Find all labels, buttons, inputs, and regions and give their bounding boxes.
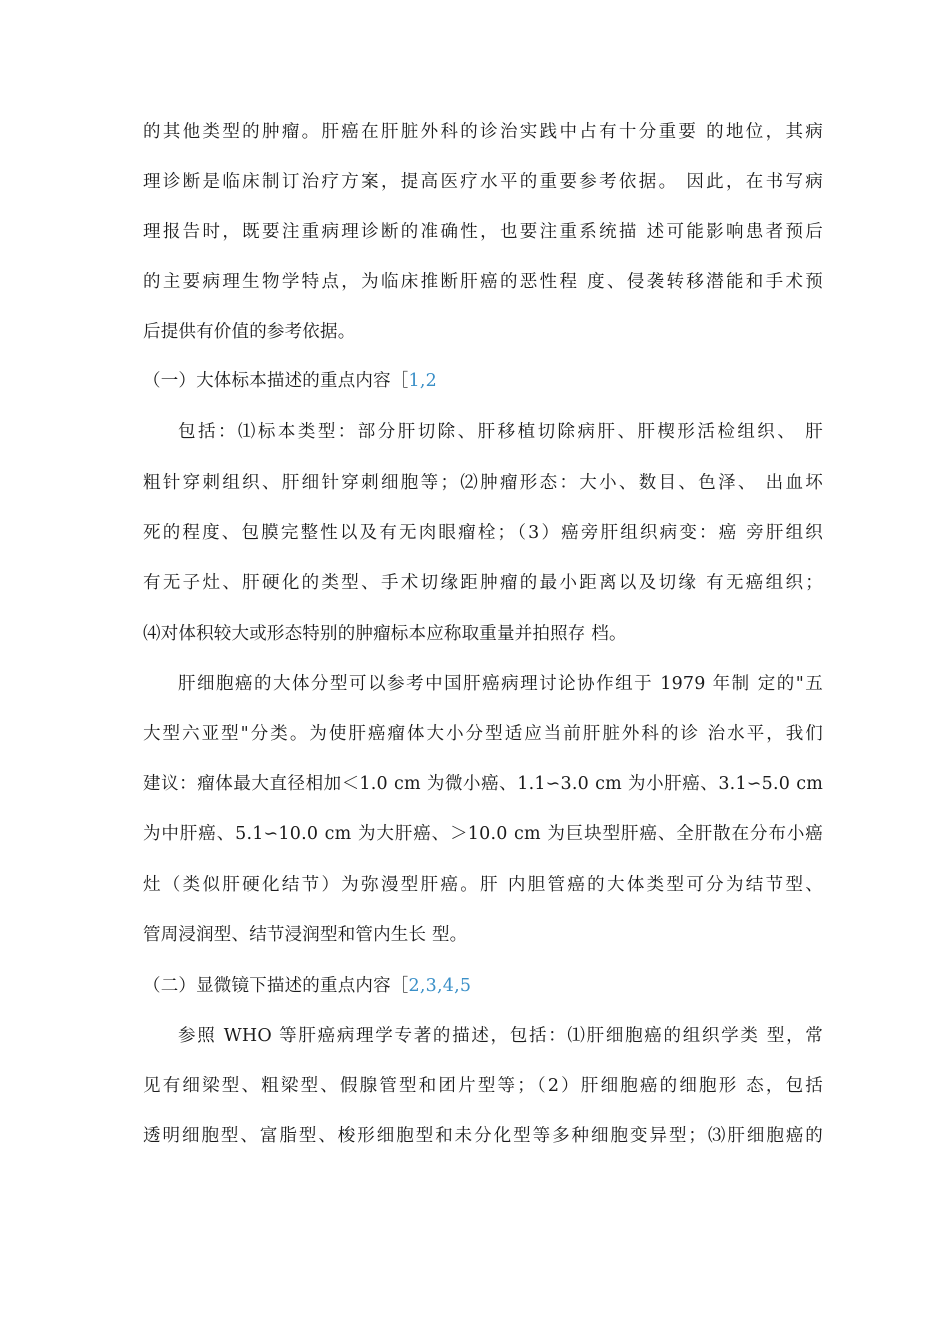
paragraph-1-line-4: 的主要病理生物学特点，为临床推断肝癌的恶性程 度、侵袭转移潜能和手术预 xyxy=(143,272,823,292)
citation-separator: , xyxy=(436,976,443,996)
paragraph-4-line-2: 见有细梁型、粗梁型、假腺管型和团片型等；（2）肝细胞癌的细胞形 态，包括 xyxy=(143,1076,823,1096)
paragraph-3-line-6: 管周浸润型、结节浸润型和管内生长 型。 xyxy=(143,925,468,945)
citation-link-2[interactable]: 2 xyxy=(408,976,420,996)
paragraph-2-line-3: 死的程度、包膜完整性以及有无肉眼瘤栓；（3）癌旁肝组织病变：癌 旁肝组织 xyxy=(143,523,823,543)
paragraph-4-line-3: 透明细胞型、富脂型、梭形细胞型和未分化型等多种细胞变异型；⑶肝细胞癌的 xyxy=(143,1126,823,1146)
paragraph-3-line-4: 为中肝癌、5.1∽10.0 cm 为大肝癌、＞10.0 cm 为巨块型肝癌、全肝散在分布小癌 xyxy=(143,824,823,844)
paragraph-2-line-4: 有无子灶、肝硬化的类型、手术切缘距肿瘤的最小距离以及切缘 有无癌组织； xyxy=(143,573,823,593)
paragraph-2-line-5: ⑷对体积较大或形态特别的肿瘤标本应称取重量并拍照存 档。 xyxy=(143,624,627,644)
section-heading-1 xyxy=(143,369,823,393)
paragraph-1-line-1: 的其他类型的肿瘤。肝癌在肝脏外科的诊治实践中占有十分重要 的地位，其病 xyxy=(143,122,823,142)
paragraph-1-line-5: 后提供有价值的参考依据。 xyxy=(143,322,356,342)
paragraph-3-line-1: 肝细胞癌的大体分型可以参考中国肝癌病理讨论协作组于 1979 年制 定的"五 xyxy=(178,674,823,694)
paragraph-4-line-1: 参照 WHO 等肝癌病理学专著的描述，包括：⑴肝细胞癌的组织学类 型，常 xyxy=(178,1026,823,1046)
section-heading-2 xyxy=(143,974,823,998)
citation-separator: , xyxy=(419,371,426,391)
paragraph-3-line-3: 建议：瘤体最大直径相加＜1.0 cm 为微小癌、1.1∽3.0 cm 为小肝癌、3.1∽5.0 cm xyxy=(143,774,823,794)
paragraph-1-line-2: 理诊断是临床制订治疗方案，提高医疗水平的重要参考依据。 因此，在书写病 xyxy=(143,172,823,192)
citation-link-3[interactable]: 3 xyxy=(425,976,437,996)
citation-link-4[interactable]: 4 xyxy=(442,976,455,996)
citation-link-1[interactable]: 1 xyxy=(408,371,420,391)
section-heading-2-text: （二）显微镜下描述的重点内容［ xyxy=(143,976,409,996)
section-heading-1-text: （一）大体标本描述的重点内容［ xyxy=(143,371,409,391)
citation-separator: , xyxy=(454,976,460,996)
paragraph-2-line-2: 粗针穿刺组织、肝细针穿刺细胞等；⑵肿瘤形态：大小、数目、色泽、 出血坏 xyxy=(143,473,823,493)
citation-link-5[interactable]: 5 xyxy=(459,976,472,996)
paragraph-3-line-2: 大型六亚型"分类。为使肝癌瘤体大小分型适应当前肝脏外科的诊 治水平，我们 xyxy=(143,724,823,744)
citation-separator: , xyxy=(419,976,426,996)
paragraph-1-line-3: 理报告时，既要注重病理诊断的准确性，也要注重系统描 述可能影响患者预后 xyxy=(143,222,823,242)
paragraph-3-line-5: 灶（类似肝硬化结节）为弥漫型肝癌。肝 内胆管癌的大体类型可分为结节型、 xyxy=(143,875,823,895)
citation-link-2[interactable]: 2 xyxy=(425,371,437,391)
paragraph-2-line-1: 包括：⑴标本类型：部分肝切除、肝移植切除病肝、肝楔形活检组织、 肝 xyxy=(178,422,823,442)
